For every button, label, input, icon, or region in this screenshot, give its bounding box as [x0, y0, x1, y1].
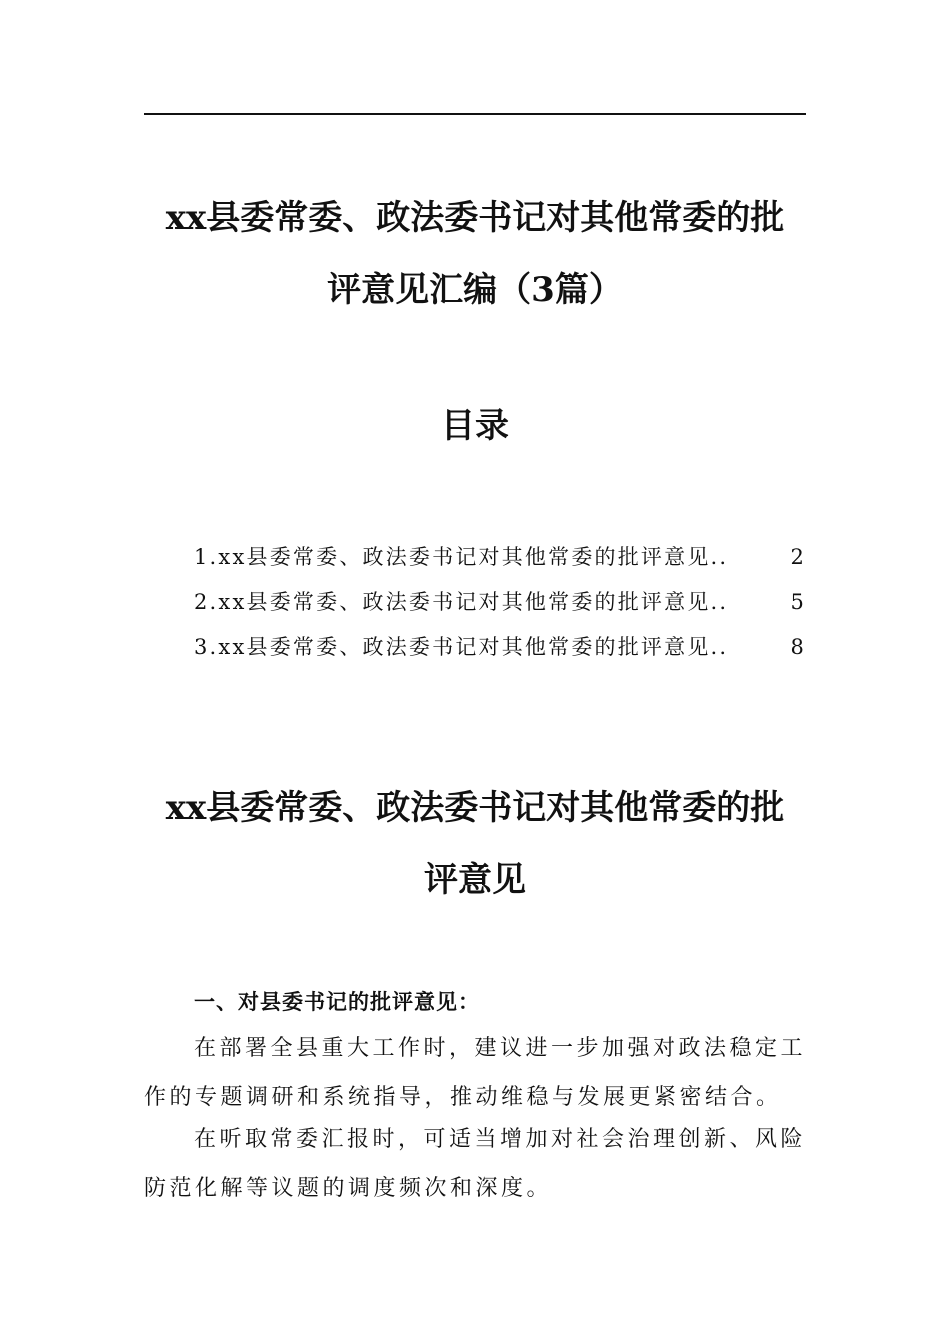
toc-item-2[interactable]: [194, 580, 806, 625]
body-paragraph-2: 在听取常委汇报时，可适当增加对社会治理创新、风险防范化解等议题的调度频次和深度。: [144, 1127, 807, 1201]
article-title-line-2: 评意见: [424, 860, 526, 900]
table-of-contents: [194, 535, 806, 670]
toc-item-text: 1.xx县委常委、政法委书记对其他常委的批评意见..: [194, 545, 729, 569]
toc-item-text: 2.xx县委常委、政法委书记对其他常委的批评意见..: [194, 590, 729, 614]
toc-item-1[interactable]: [194, 535, 806, 580]
toc-item-page: 5: [790, 590, 806, 614]
toc-item-page: 8: [790, 635, 806, 659]
section-heading: 一、对县委书记的批评意见：: [194, 990, 480, 1014]
compilation-title: [144, 182, 806, 326]
article-title-line-1: xx县委常委、政法委书记对其他常委的批: [165, 788, 785, 828]
article-title: [144, 772, 806, 916]
toc-item-page: 2: [790, 545, 806, 569]
header-rule: [144, 113, 806, 115]
compilation-title-line-1: xx县委常委、政法委书记对其他常委的批: [165, 198, 785, 238]
toc-heading: 目录: [441, 406, 509, 446]
toc-item-text: 3.xx县委常委、政法委书记对其他常委的批评意见..: [194, 635, 729, 659]
compilation-title-line-2: 评意见汇编（3篇）: [327, 270, 623, 310]
toc-item-3[interactable]: [194, 625, 806, 670]
body-paragraph-1: 在部署全县重大工作时，建议进一步加强对政法稳定工作的专题调研和系统指导，推动维稳与发展更紧密结合。: [144, 1036, 807, 1110]
